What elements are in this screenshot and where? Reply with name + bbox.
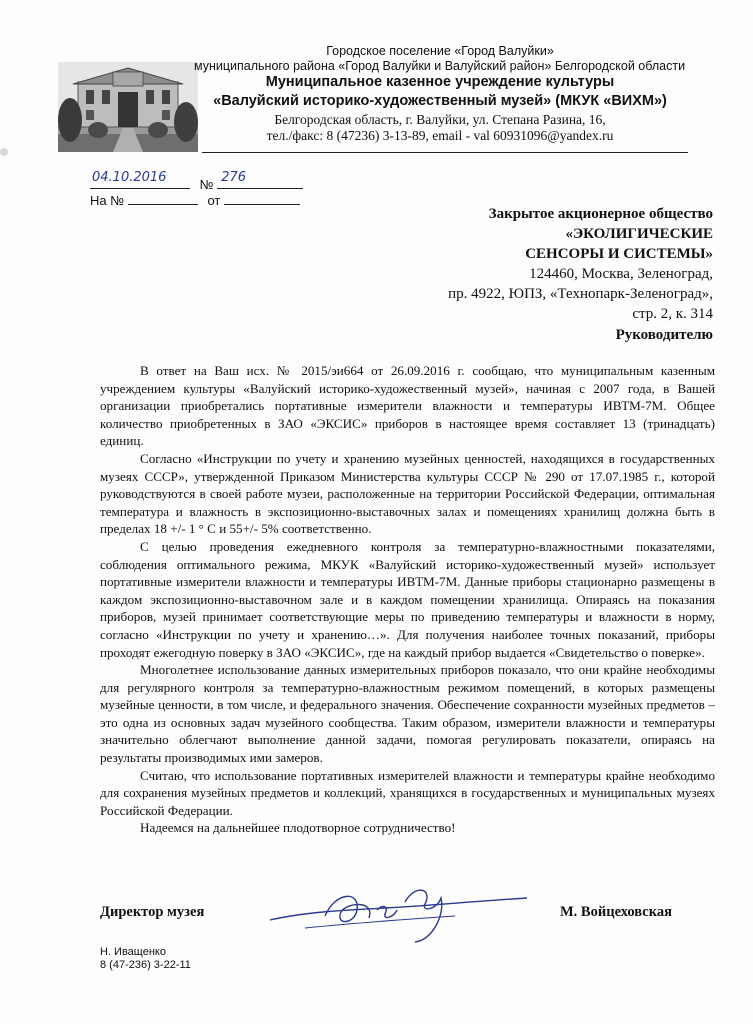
executor-name: Н. Иващенко [100, 946, 166, 958]
addressee-recipient: Руководителю [615, 327, 713, 343]
addressee-company-name-1: «ЭКОЛИГИЧЕСКИЕ [565, 226, 713, 242]
municipality-line: Городское поселение «Город Валуйки» [326, 44, 554, 58]
reg-number-label: № [199, 177, 214, 192]
reply-from-label: от [207, 193, 221, 208]
signature-name: М. Войцеховская [560, 904, 672, 920]
executor-phone: 8 (47-236) 3-22-11 [100, 959, 191, 971]
org-name: Муниципальное казенное учреждение культуры [265, 74, 615, 90]
signature-position: Директор музея [100, 904, 205, 920]
body-paragraph-5: Считаю, что использование портативных измерителей влажности и температуры крайне необходимо для сохранения музейных предметов и коллекций, хранящихся в государственных и муниципальных музеях Российской Федерации. [100, 767, 715, 818]
addressee-company-type: Закрытое акционерное общество [488, 206, 713, 222]
reg-number: 276 [221, 170, 247, 185]
header-divider [202, 152, 688, 153]
scan-artifact [0, 148, 8, 156]
body-paragraph-4: Многолетнее использование данных измерительных приборов показало, что они крайне необходимы для регулярного контроля за температурно-влажностным режимом помещений, в которых размещены музейные ценности, в том числе, и федерального значения. Обеспечение сохранности музейных предметов – это одна из основных задач музейного сообщества. Таким образом, измерители влажности и температуры значительно облегчают выполнение данной задачи, помогая регулировать показатели, опираясь на результаты производимых ими замеров. [100, 662, 715, 766]
body-paragraph-6: Надеемся на дальнейшее плодотворное сотрудничество! [140, 820, 456, 836]
body-paragraph-1: В ответ на Ваш исх. № 2015/эи664 от 26.09.2016 г. сообщаю, что муниципальным казенным учреждением культуры «Валуйский историко-художественный музей», начиная с 2007 года, в Вашей организации приобретались портативные измерители влажности и температуры ИВТМ-7М. Общее количество приобретенных в ЗАО «ЭКСИС» приборов в настоящее время составляет 13 (тринадцать) единиц. [100, 363, 715, 449]
handwritten-signature [265, 880, 535, 950]
executor-block [100, 946, 191, 972]
addressee-address-1: 124460, Москва, Зеленоград, [529, 266, 713, 282]
reply-reg [90, 192, 300, 208]
org-contacts: тел./факс: 8 (47236) 3-13-89, email - val 60931096@yandex.ru [266, 128, 614, 143]
letter-body [100, 362, 715, 837]
outgoing-reg [90, 170, 303, 192]
museum-building-image [58, 62, 198, 152]
org-full-name: «Валуйский историко-художественный музей» (МКУК «ВИХМ») [213, 93, 667, 109]
museum-building-icon [58, 62, 198, 152]
district-line: муниципального района «Город Валуйки и Валуйский район» Белгородской области [194, 59, 686, 73]
addressee-company-name-2: СЕНСОРЫ И СИСТЕМЫ» [525, 246, 713, 262]
addressee-address-3: стр. 2, к. 314 [632, 306, 713, 322]
reg-date: 04.10.2016 [92, 170, 167, 185]
reply-number-label: На № [90, 193, 125, 208]
addressee-address-2: пр. 4922, ЮПЗ, «Технопарк-Зеленоград», [448, 286, 713, 302]
body-paragraph-3: С целью проведения ежедневного контроля за температурно-влажностными показателями, соблюдения оптимального режима, МКУК «Валуйский историко-художественный музей» использует портативные измерители влажности и температуры ИВТМ-7М. Данные приборы стационарно размещены в каждом экспозиционно-выставочном зале и в каждом помещении хранилища. Опираясь на показания приборов, музей принимает соответствующие меры по приведению температуры и влажности в норму, согласно «Инструкции по учету и хранению…». Для получения наиболее точных показаний, приборы проходят ежегодную поверку в ЗАО «ЭКСИС», где на каждый прибор выдается «Свидетельство о поверке». [100, 538, 715, 660]
body-paragraph-2: Согласно «Инструкции по учету и хранению музейных ценностей, находящихся в государственных музеях СССР», утвержденной Приказом Министерства культуры СССР № 290 от 17.07.1985 г., которой руководствуются в своей работе музеи, расположенные на территории Российской Федерации, оптимальная температура и влажность в экспозиционно-выставочных залах и помещениях хранилищ должна быть в пределах 18 +/- 1 ° С и 55+/- 5% соответственно. [100, 450, 715, 537]
org-address: Белгородская область, г. Валуйки, ул. Степана Разина, 16, [274, 112, 606, 127]
